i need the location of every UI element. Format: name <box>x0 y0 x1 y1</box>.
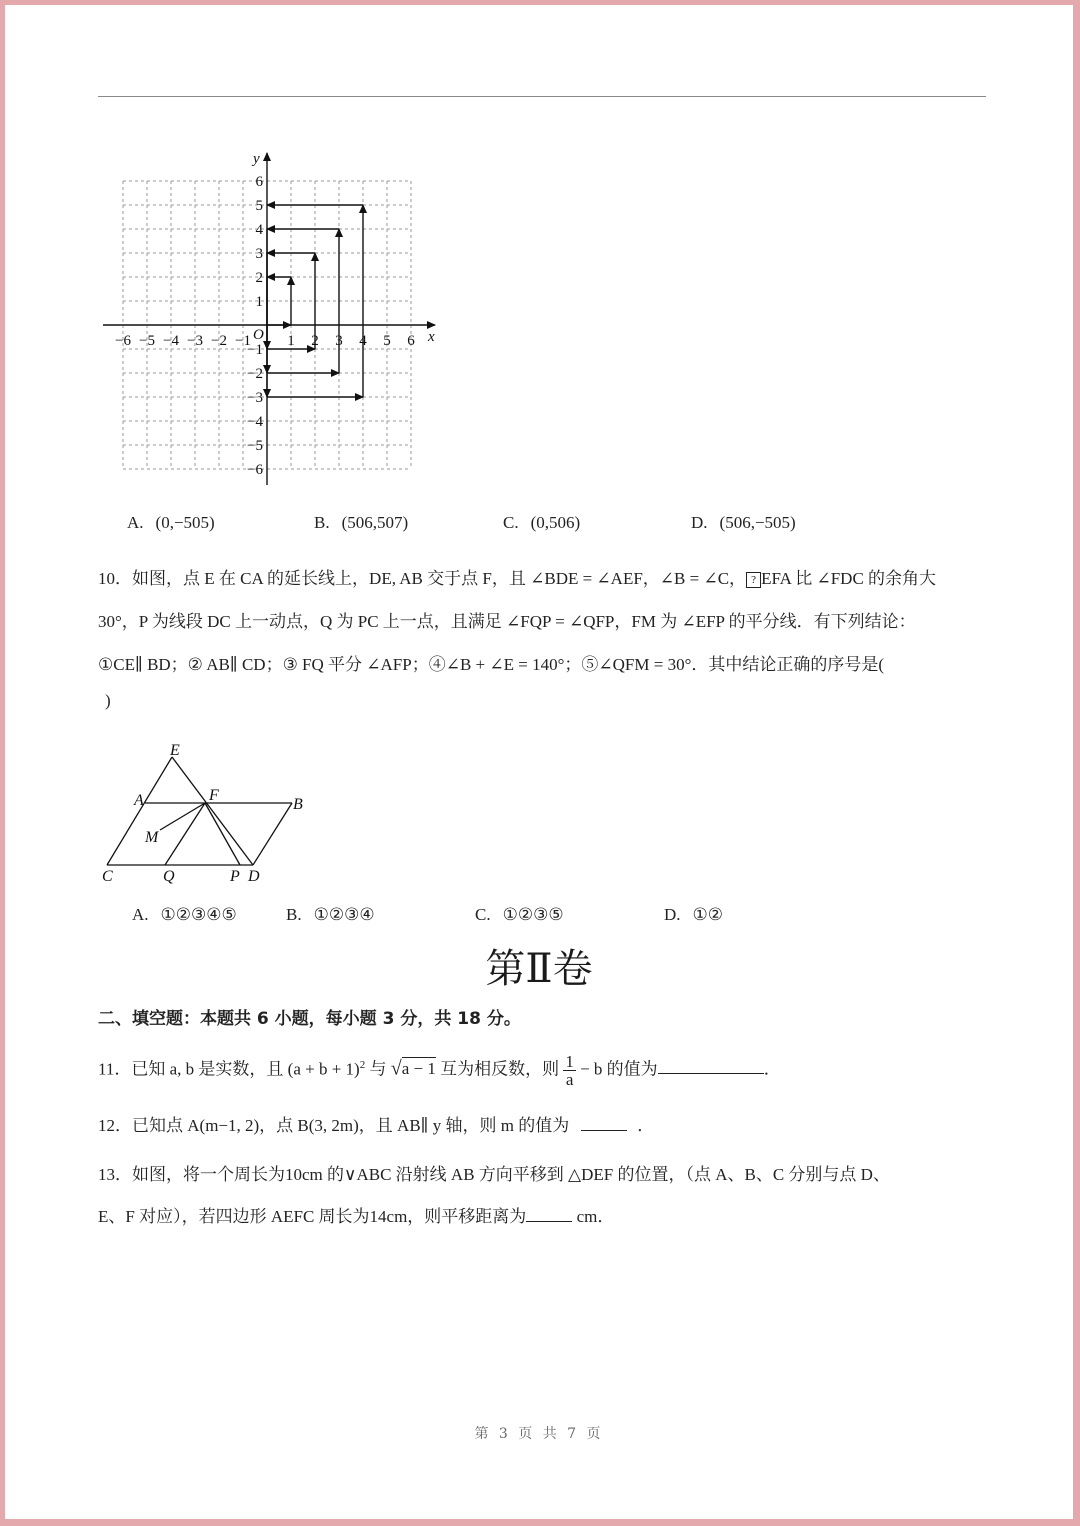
origin-label: O <box>253 327 264 343</box>
q13-answer-blank[interactable] <box>526 1207 572 1222</box>
q10-geometry-figure <box>95 735 315 885</box>
q11-answer-blank[interactable] <box>658 1059 764 1074</box>
y-tick-label: −5 <box>247 438 263 454</box>
x-tick-label: 2 <box>311 333 319 349</box>
label-d: D <box>248 868 260 885</box>
q12-text: 12．已知点 A(m−1, 2)，点 B(3, 2m)，且 AB∥ y 轴，则 m 的值为 ． <box>98 1116 655 1135</box>
label-b: B <box>293 796 303 813</box>
q11-text: 11．已知 a, b 是实数，且 $(a + b + 1)^2$ 与 √a − 1 互为相反数，则 $\frac{1}{a}$ − b 的值为 ． <box>98 1052 781 1089</box>
section-title: 第Ⅱ卷 <box>485 946 593 992</box>
y-tick-label: 4 <box>255 222 263 238</box>
x-tick-label: −4 <box>163 333 179 349</box>
section-2-heading: 二、填空题：本题共 6 小题，每小题 3 分，共 18 分。 <box>98 1009 521 1029</box>
label-p: P <box>230 868 240 885</box>
y-tick-label: −4 <box>247 414 263 430</box>
y-tick-label: −6 <box>247 462 263 478</box>
y-tick-label: 6 <box>255 174 263 190</box>
label-q: Q <box>163 868 175 885</box>
q10-option-a[interactable]: A. ①②③④⑤ <box>132 905 237 924</box>
y-tick-label: −3 <box>247 390 263 406</box>
q10-line-1: 10．如图，点 E 在 CA 的延长线上，DE, AB 交于点 F，且 ∠BDE = ∠AEF，∠B = ∠C， ? EFA 比 ∠FDC 的余角大 <box>98 569 937 588</box>
segment-ed <box>172 757 253 865</box>
x-tick-label: −3 <box>187 333 203 349</box>
x-tick-label: −1 <box>235 333 251 349</box>
q9-option-b[interactable]: B. (506,507) <box>314 513 409 532</box>
x-tick-label: 3 <box>335 333 343 349</box>
q10-line-2: 30°，P 为线段 DC 上一动点，Q 为 PC 上一点，且满足 ∠FQP = ∠QFP，FM 为 ∠EFP 的平分线．有下列结论： <box>98 612 916 631</box>
label-a: A <box>134 792 144 809</box>
segment-fp <box>205 803 240 865</box>
exam-page <box>5 5 1073 1519</box>
x-tick-label: 5 <box>383 333 391 349</box>
label-f: F <box>209 787 219 804</box>
q13-line-2: E、F 对应），若四边形 AEFC 周长为14cm，则平移距离为 cm． <box>98 1207 615 1226</box>
x-tick-label: −6 <box>115 333 131 349</box>
q9-option-c[interactable]: C. (0,506) <box>503 513 581 532</box>
label-e: E <box>170 742 180 759</box>
segment-ec <box>107 757 172 865</box>
label-m: M <box>145 829 159 846</box>
q12-answer-blank[interactable] <box>581 1116 627 1131</box>
q10-option-c[interactable]: C. ①②③⑤ <box>475 905 564 924</box>
y-tick-label: −1 <box>247 342 263 358</box>
q10-line-3: ①CE∥ BD；② AB∥ CD；③ FQ 平分 ∠AFP；④∠B + ∠E = 140°；⑤∠QFM = 30°．其中结论正确的序号是( <box>98 655 885 674</box>
x-tick-label: 1 <box>287 333 295 349</box>
header-rule <box>98 96 986 97</box>
segment-bd <box>253 803 292 865</box>
missing-glyph-icon: ? <box>746 572 761 588</box>
x-tick-label: −2 <box>211 333 227 349</box>
y-tick-label: −2 <box>247 366 263 382</box>
y-tick-label: 1 <box>255 294 263 310</box>
y-tick-label: 3 <box>255 246 263 262</box>
y-axis-label: y <box>253 151 260 167</box>
q9-option-d[interactable]: D. (506,−505) <box>691 513 796 532</box>
segment-fm <box>160 803 205 830</box>
y-tick-label: 2 <box>255 270 263 286</box>
x-tick-label: −5 <box>139 333 155 349</box>
x-axis-label: x <box>428 329 435 345</box>
q10-line-4: ) <box>105 691 111 710</box>
segment-fq <box>165 803 205 865</box>
page-footer: 第 3 页 共 7 页 <box>474 1426 604 1442</box>
label-c: C <box>102 868 113 885</box>
q13-line-1: 13．如图，将一个周长为10cm 的∨ABC 沿射线 AB 方向平移到 △DEF 的位置，（点 A、B、C 分别与点 D、 <box>98 1165 890 1184</box>
coordinate-graph <box>95 145 440 490</box>
y-tick-label: 5 <box>255 198 263 214</box>
q10-option-b[interactable]: B. ①②③④ <box>286 905 375 924</box>
q10-option-d[interactable]: D. ①② <box>664 905 724 924</box>
x-tick-label: 6 <box>407 333 415 349</box>
q9-option-a[interactable]: A. (0,−505) <box>127 513 215 532</box>
x-tick-label: 4 <box>359 333 367 349</box>
